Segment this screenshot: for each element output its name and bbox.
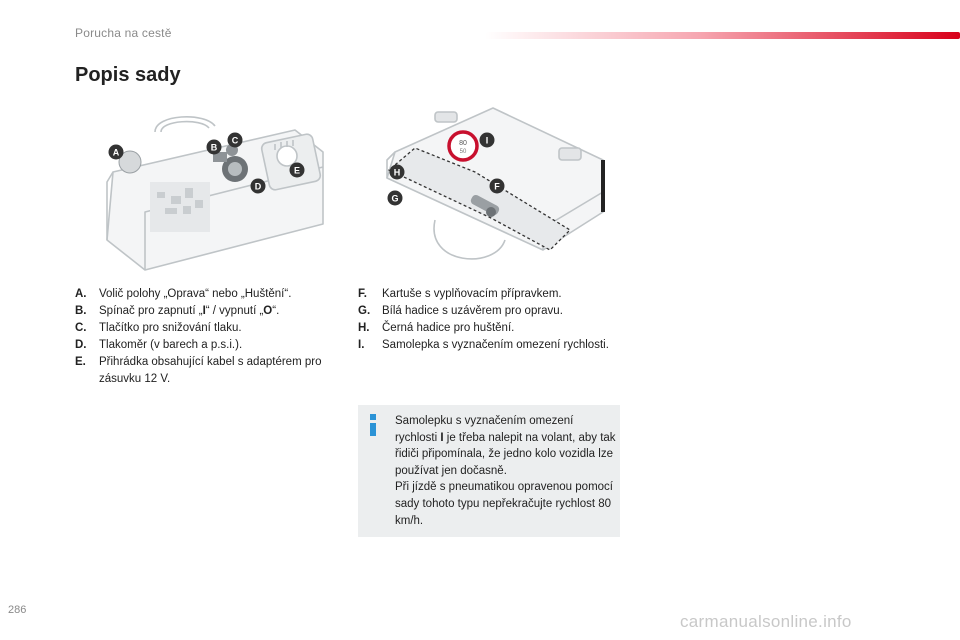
callout-d: D — [254, 181, 262, 192]
info-text: Samolepku s vyznačením omezení rychlosti I je třeba nalepit na volant, aby tak řidiči připomínala, že jedno kolo vozidla lze používat jen dočasně. Při jízdě s pneumatikou opravenou pomocí sady tohoto typu nepřekračujte rychlost 80 km/h. — [395, 415, 616, 527]
list-item: E. Přihrádka obsahující kabel s adaptérem pro zásuvku 12 V. — [75, 356, 322, 385]
section-title: Porucha na cestě — [75, 26, 172, 40]
list-item: A. Volič polohy „Oprava“ nebo „Huštění“. — [75, 288, 292, 300]
page-title: Popis sady — [75, 64, 181, 86]
callout-h: H — [393, 167, 401, 178]
callout-c: C — [231, 135, 239, 146]
info-box — [358, 405, 620, 537]
callout-e: E — [293, 165, 301, 176]
list-item: F. Kartuše s vyplňovacím přípravkem. — [358, 288, 562, 300]
callout-b: B — [210, 142, 218, 153]
list-item: G. Bílá hadice s uzávěrem pro opravu. — [358, 305, 563, 317]
callout-f: F — [494, 181, 500, 192]
list-item: C. Tlačítko pro snižování tlaku. — [75, 322, 242, 334]
speed-label-50: 50 — [459, 149, 467, 155]
header-accent-line — [485, 32, 960, 39]
list-item: H. Černá hadice pro huštění. — [358, 322, 515, 334]
watermark: carmanualsonline.info — [680, 612, 852, 631]
info-icon — [368, 414, 378, 436]
list-item: B. Spínač pro zapnutí „I“ / vypnutí „O“. — [75, 305, 280, 317]
page-number: 286 — [8, 604, 27, 616]
callout-i: I — [485, 135, 489, 146]
component-list-right — [358, 286, 618, 354]
speed-label-80: 80 — [459, 140, 467, 147]
kit-top-illustration — [95, 112, 335, 277]
kit-bottom-illustration — [375, 100, 610, 270]
component-list-left — [75, 286, 335, 388]
list-item: I. Samolepka s vyznačením omezení rychlosti. — [358, 339, 609, 351]
callout-g: G — [391, 193, 399, 204]
list-item: D. Tlakoměr (v barech a p.s.i.). — [75, 339, 243, 351]
callout-a: A — [112, 147, 120, 158]
